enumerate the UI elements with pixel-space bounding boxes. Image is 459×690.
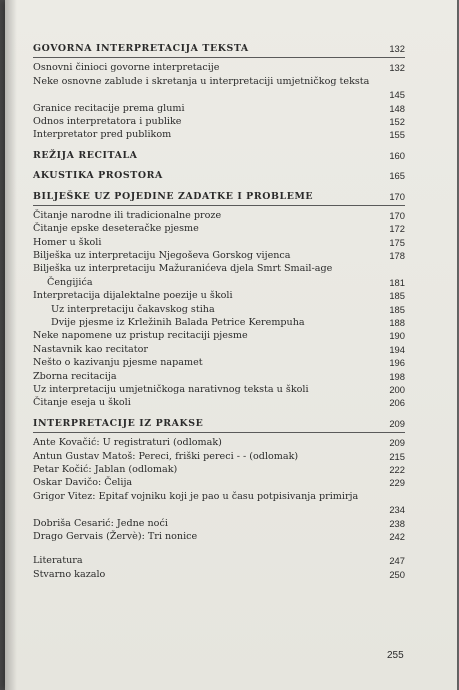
spine-shadow — [5, 0, 17, 690]
spacer — [33, 162, 405, 169]
toc-entry — [33, 476, 405, 489]
toc-entry-page: 215 — [389, 450, 405, 462]
toc-entry-page: 242 — [389, 530, 405, 542]
toc-entry — [33, 396, 405, 409]
toc-entry-title: Literatura — [33, 555, 83, 567]
spacer — [33, 183, 405, 190]
toc-entry — [33, 209, 405, 222]
toc-entry-title: Neke osnovne zablude i skretanja u interpretaciji umjetničkog teksta — [33, 75, 370, 87]
toc-heading-title: INTERPRETACIJE IZ PRAKSE — [33, 417, 204, 429]
spacer — [33, 543, 405, 550]
toc-entry-page: 155 — [389, 129, 405, 141]
toc-entry — [33, 316, 405, 329]
page-number: 255 — [387, 650, 404, 661]
toc-entry-title: Osnovni činioci govorne interpretacije — [33, 62, 220, 74]
toc-entry — [33, 128, 405, 141]
toc-entry-page: 234 — [389, 504, 405, 516]
spacer — [33, 142, 405, 149]
toc-entry-page: 172 — [389, 223, 405, 235]
toc-entry-title: Čitanje eseja u školi — [33, 397, 131, 409]
divider — [33, 205, 405, 206]
toc-entry-page: 181 — [389, 276, 405, 288]
toc-entry — [33, 383, 405, 396]
toc-entry-title: Interpretator pred publikom — [33, 129, 172, 141]
toc-entry-page: 206 — [389, 397, 405, 409]
toc-entry-title: Čitanje epske deseteračke pjesme — [33, 223, 199, 235]
toc-entry-page: 185 — [389, 290, 405, 302]
toc-heading-title: AKUSTIKA PROSTORA — [33, 170, 163, 182]
toc-entry-page: 222 — [389, 463, 405, 475]
toc-entry — [33, 329, 405, 342]
toc-entry-title: Grigor Vitez: Epitaf vojniku koji je pao u času potpisivanja primirja — [33, 490, 359, 502]
toc-heading — [33, 42, 405, 55]
toc-entry-title: Nešto o kazivanju pjesme napamet — [33, 357, 203, 369]
spacer — [33, 410, 405, 417]
toc-entry — [33, 61, 405, 74]
toc-heading-title: BILJEŠKE UZ POJEDINE ZADATKE I PROBLEME — [33, 190, 314, 202]
toc-entry-page: 170 — [389, 209, 405, 221]
toc-entry-page: 178 — [389, 250, 405, 262]
toc-heading-page: 170 — [389, 190, 405, 202]
toc-entry — [33, 102, 405, 115]
toc-entry — [33, 303, 405, 316]
toc-entry-title: Uz interpretaciju umjetničkoga narativnog teksta u školi — [33, 384, 309, 396]
toc-entry — [33, 343, 405, 356]
toc-heading — [33, 149, 405, 162]
toc-entry-title: Drago Gervais (Žervè): Tri nonice — [33, 530, 198, 542]
toc-entry-title: Bilješka uz interpretaciju Mažuranićeva djela Smrt Smail-age Čengijića — [33, 263, 333, 288]
toc-entry — [33, 115, 405, 128]
toc-entry-page: 148 — [389, 102, 405, 114]
divider — [33, 432, 405, 433]
toc-entry-page: 190 — [389, 330, 405, 342]
toc-heading-page: 132 — [389, 43, 405, 54]
toc-heading-page: 165 — [389, 170, 405, 182]
toc-entry-title: Petar Kočić: Jablan (odlomak) — [33, 463, 178, 475]
toc-entry-title: Ante Kovačić: U registraturi (odlomak) — [33, 437, 222, 449]
toc-heading-page: 209 — [389, 417, 405, 429]
toc-entry — [33, 289, 405, 302]
toc-heading — [33, 190, 405, 203]
toc-entry-page: 196 — [389, 357, 405, 369]
toc-entry — [33, 249, 405, 262]
toc-entry-page: 152 — [389, 115, 405, 127]
toc-entry-page: 132 — [389, 62, 405, 74]
toc-entry-page: 247 — [389, 555, 405, 567]
toc-heading-page: 160 — [389, 149, 405, 161]
toc-entry — [33, 517, 405, 530]
toc-entry-page: 238 — [389, 517, 405, 529]
toc-heading-title: GOVORNA INTERPRETACIJA TEKSTA — [33, 43, 249, 54]
toc-entry-title: Dobriša Cesarić: Jedne noći — [33, 517, 168, 529]
toc-heading — [33, 169, 405, 182]
toc-entry-page: 198 — [389, 370, 405, 382]
toc-entry-title: Interpretacija dijalektalne poezije u školi — [33, 290, 233, 302]
toc-entry — [33, 236, 405, 249]
toc-heading — [33, 417, 405, 430]
toc-entry — [33, 222, 405, 235]
toc-entry-title: Nastavnik kao recitator — [33, 343, 148, 355]
toc-entry-title: Čitanje narodne ili tradicionalne proze — [33, 209, 222, 221]
toc-entry-title: Zborna recitacija — [33, 370, 117, 382]
toc-entry-title: Bilješka uz interpretaciju Njegoševa Gorskog vijenca — [33, 250, 291, 262]
toc-entry — [33, 436, 405, 449]
toc-entry — [33, 568, 405, 581]
toc-entry-page: 188 — [389, 317, 405, 329]
toc-entry-title: Antun Gustav Matoš: Pereci, friški pereci - - (odlomak) — [33, 450, 299, 462]
toc-entry-title: Neke napomene uz pristup recitaciji pjesme — [33, 330, 248, 342]
divider — [33, 57, 405, 58]
toc-entry — [33, 463, 405, 476]
toc-heading-title: REŽIJA RECITALA — [33, 149, 138, 161]
toc-entry-page: 250 — [389, 568, 405, 580]
toc-entry — [33, 75, 405, 102]
toc-entry-title: Odnos interpretatora i publike — [33, 115, 182, 127]
toc-entry-page: 194 — [389, 343, 405, 355]
toc-entry-title: Granice recitacije prema glumi — [33, 102, 185, 114]
book-page — [5, 0, 457, 690]
toc-entry-title: Oskar Davičo: Čelija — [33, 477, 133, 489]
toc-entry — [33, 450, 405, 463]
toc-entry-page: 185 — [389, 303, 405, 315]
toc-entry — [33, 370, 405, 383]
toc-entry-page: 145 — [389, 89, 405, 101]
toc-entry-title: Uz interpretaciju čakavskog stiha — [51, 303, 215, 315]
toc-entry — [33, 530, 405, 543]
toc-entry-page: 200 — [389, 384, 405, 396]
toc-entry — [33, 356, 405, 369]
toc-entry — [33, 490, 405, 517]
toc-entry-title: Homer u školi — [33, 236, 102, 248]
toc-entry-title: Stvarno kazalo — [33, 568, 106, 580]
toc-entry — [33, 262, 405, 289]
toc-entry-title: Dvije pjesme iz Krležinih Balada Petrice Kerempuha — [51, 317, 305, 329]
table-of-contents — [33, 42, 405, 581]
toc-entry-page: 209 — [389, 437, 405, 449]
toc-entry-page: 175 — [389, 236, 405, 248]
toc-entry-page: 229 — [389, 477, 405, 489]
toc-entry — [33, 554, 405, 567]
